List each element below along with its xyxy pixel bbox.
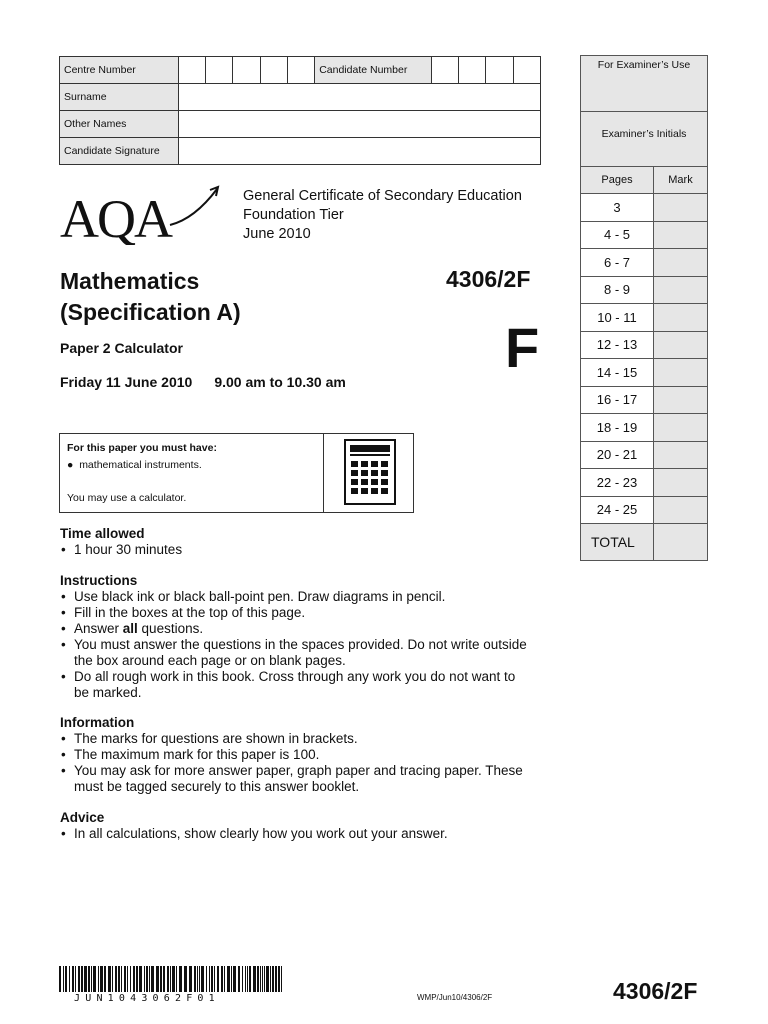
information-heading: Information xyxy=(60,715,135,730)
pages-cell: 12 - 13 xyxy=(581,331,654,359)
paper-reference: WMP/Jun10/4306/2F xyxy=(417,993,493,1002)
marks-table xyxy=(580,166,708,561)
pages-cell: 6 - 7 xyxy=(581,249,654,277)
mark-cell[interactable] xyxy=(654,194,708,222)
list-item: • Answer all questions. xyxy=(60,621,530,637)
date-text: Friday 11 June 2010 xyxy=(60,374,193,390)
pages-cell: 18 - 19 xyxy=(581,414,654,442)
paper-code: 4306/2F xyxy=(446,266,531,292)
examiner-panel xyxy=(580,55,708,561)
mark-cell[interactable] xyxy=(654,276,708,304)
examiner-initials-label: Examiner’s Initials xyxy=(601,128,687,140)
total-mark-cell[interactable] xyxy=(654,524,708,561)
mark-cell[interactable] xyxy=(654,249,708,277)
pages-cell: 8 - 9 xyxy=(581,276,654,304)
footer-paper-code: 4306/2F xyxy=(613,978,698,1004)
candidate-number-box[interactable] xyxy=(431,57,458,84)
centre-number-label: Centre Number xyxy=(60,57,179,84)
other-names-label: Other Names xyxy=(60,111,179,138)
candidate-number-box[interactable] xyxy=(486,57,513,84)
pages-cell: 3 xyxy=(581,194,654,222)
pages-header: Pages xyxy=(581,167,654,194)
divider xyxy=(323,434,324,512)
other-names-field[interactable] xyxy=(178,111,540,138)
session: June 2010 xyxy=(243,226,311,242)
tier: Foundation Tier xyxy=(243,207,344,223)
qualification-info xyxy=(243,187,522,244)
pages-cell: 22 - 23 xyxy=(581,469,654,497)
subject-line2: (Specification A) xyxy=(60,299,241,325)
centre-number-box[interactable] xyxy=(233,57,260,84)
mark-cell[interactable] xyxy=(654,469,708,497)
paper-name: Paper 2 Calculator xyxy=(60,340,183,356)
calculator-icon xyxy=(344,439,396,505)
centre-number-box[interactable] xyxy=(260,57,287,84)
instructions-heading: Instructions xyxy=(60,573,138,588)
barcode-text: JUN1043062F01 xyxy=(74,993,220,1004)
centre-number-box[interactable] xyxy=(206,57,233,84)
exam-date xyxy=(60,374,346,390)
list-item: • The marks for questions are shown in brackets. xyxy=(60,731,530,747)
svg-text:AQA: AQA xyxy=(60,189,171,245)
centre-number-box[interactable] xyxy=(178,57,205,84)
signature-field[interactable] xyxy=(178,138,540,165)
list-item: • In all calculations, show clearly how you work out your answer. xyxy=(60,826,530,842)
subject-line1: Mathematics xyxy=(60,268,200,294)
divider xyxy=(581,111,707,112)
examiner-header xyxy=(580,55,708,167)
list-item: • The maximum mark for this paper is 100. xyxy=(60,747,530,763)
mark-cell[interactable] xyxy=(654,304,708,332)
barcode xyxy=(59,966,284,992)
total-label: TOTAL xyxy=(581,524,654,561)
mark-cell[interactable] xyxy=(654,386,708,414)
candidate-number-box[interactable] xyxy=(459,57,486,84)
mark-cell[interactable] xyxy=(654,221,708,249)
pages-cell: 14 - 15 xyxy=(581,359,654,387)
signature-label: Candidate Signature xyxy=(60,138,179,165)
mark-cell[interactable] xyxy=(654,359,708,387)
candidate-number-label: Candidate Number xyxy=(315,57,432,84)
calculator-note: You may use a calculator. xyxy=(67,492,187,504)
candidate-number-box[interactable] xyxy=(513,57,540,84)
pages-cell: 20 - 21 xyxy=(581,441,654,469)
list-item: • Do all rough work in this book. Cross through any work you do not want to be marked. xyxy=(60,669,530,701)
pages-cell: 10 - 11 xyxy=(581,304,654,332)
mark-cell[interactable] xyxy=(654,496,708,524)
list-item: • Use black ink or black ball-point pen. Draw diagrams in pencil. xyxy=(60,589,530,605)
pages-cell: 4 - 5 xyxy=(581,221,654,249)
examiner-use-label: For Examiner’s Use xyxy=(597,59,691,71)
qualification: General Certificate of Secondary Education xyxy=(243,188,522,204)
materials-item: ● mathematical instruments. xyxy=(67,459,202,471)
mark-header: Mark xyxy=(654,167,708,194)
tier-letter: F xyxy=(505,316,540,379)
materials-heading: For this paper you must have: xyxy=(67,442,217,454)
materials-box xyxy=(59,433,414,513)
list-item: • Fill in the boxes at the top of this page. xyxy=(60,605,530,621)
surname-label: Surname xyxy=(60,84,179,111)
instructions-section xyxy=(60,573,530,701)
candidate-details-table xyxy=(59,56,541,165)
advice-heading: Advice xyxy=(60,810,105,825)
surname-field[interactable] xyxy=(178,84,540,111)
centre-number-box[interactable] xyxy=(287,57,314,84)
mark-cell[interactable] xyxy=(654,331,708,359)
pages-cell: 24 - 25 xyxy=(581,496,654,524)
aqa-logo xyxy=(60,185,220,245)
information-section xyxy=(60,715,530,795)
mark-cell[interactable] xyxy=(654,414,708,442)
list-item: • 1 hour 30 minutes xyxy=(60,542,530,558)
time-allowed-heading: Time allowed xyxy=(60,526,145,541)
mark-cell[interactable] xyxy=(654,441,708,469)
time-text: 9.00 am to 10.30 am xyxy=(214,374,346,390)
pages-cell: 16 - 17 xyxy=(581,386,654,414)
list-item: • You must answer the questions in the spaces provided. Do not write outside the box around each page or on blank pages. xyxy=(60,637,530,669)
list-item: • You may ask for more answer paper, graph paper and tracing paper. These must be tagged securely to this answer booklet. xyxy=(60,763,530,795)
subject-title xyxy=(60,266,241,328)
advice-section xyxy=(60,810,530,842)
time-allowed-section xyxy=(60,526,530,558)
